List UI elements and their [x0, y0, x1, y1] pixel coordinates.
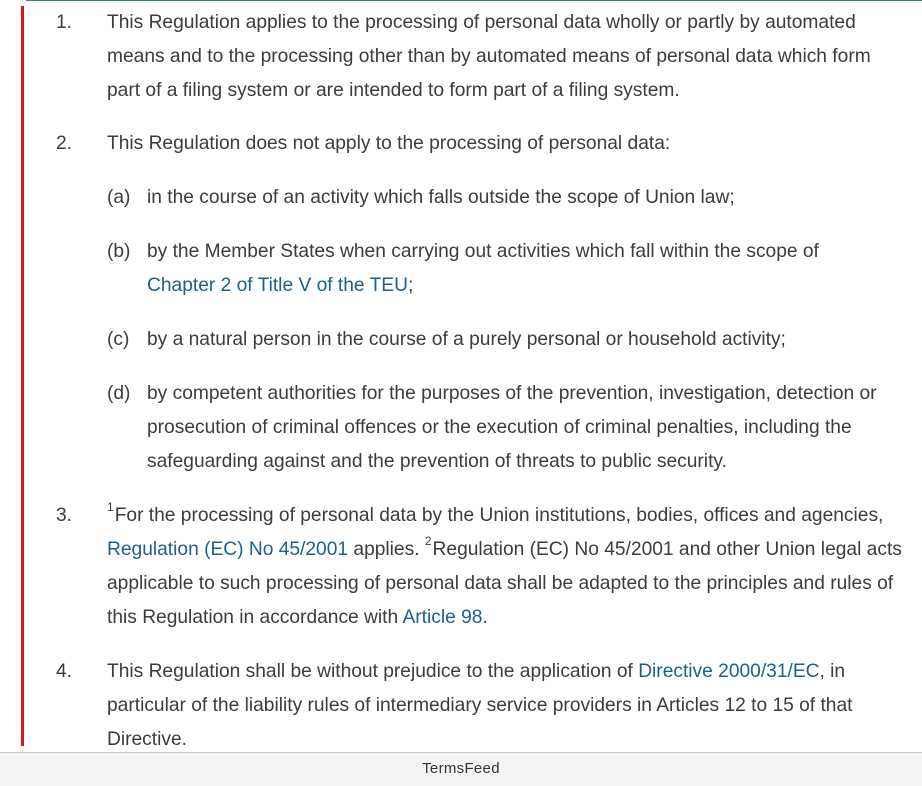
point-a [0, 181, 922, 215]
paragraph-number: 3. [56, 505, 73, 526]
paragraph-2 [0, 127, 922, 479]
paragraph-3 [0, 499, 922, 635]
footer-bar [0, 752, 922, 786]
point-text: by competent authorities for the purposes of the prevention, investigation, detection or prosecution of criminal offences or the execution of criminal penalties, including the safeguarding against and the prevention of threats to public security. [147, 383, 877, 472]
treaty-link[interactable]: Chapter 2 of Title V of the TEU [147, 275, 408, 296]
text-part: Regulation (EC) No 45/2001 and other Union legal acts applicable to such processing of personal data shall be adapted to the principles and rules of this Regulation in accordance with [107, 539, 902, 628]
point-text-part: by the Member States when carrying out activities which fall within the scope of [147, 241, 819, 262]
paragraph-text: This Regulation applies to the processing of personal data wholly or partly by automated means and to the processing other than by automated means of personal data which form part of a filing system or are intended to form part of a filing system. [107, 12, 871, 101]
point-text [147, 235, 907, 303]
text-part: , in particular of the liability rules of intermediary service providers in Articles 12 to 15 of that Directive. [107, 661, 853, 750]
paragraph-1 [0, 6, 922, 106]
text-part: For the processing of personal data by the Union institutions, bodies, offices and agencies, [114, 505, 884, 526]
paragraph-text [107, 499, 907, 635]
point-letter: (c) [107, 329, 130, 350]
article-link[interactable]: Article 98 [402, 607, 483, 628]
point-letter: (b) [107, 241, 131, 262]
point-text: by a natural person in the course of a purely personal or household activity; [147, 329, 786, 350]
point-b [0, 235, 922, 303]
text-part: applies. [348, 539, 425, 560]
point-text: in the course of an activity which falls outside the scope of Union law; [147, 187, 735, 208]
regulation-link[interactable]: Regulation (EC) No 45/2001 [107, 539, 349, 560]
text-part: This Regulation shall be without prejudice to the application of [107, 661, 639, 682]
footnote-marker: 1 [107, 500, 114, 514]
point-letter: (d) [107, 383, 131, 404]
paragraph-text [107, 655, 907, 757]
point-c [0, 323, 922, 357]
brand-name: TermsFeed [422, 760, 500, 777]
paragraph-number: 1. [56, 12, 73, 33]
paragraph-intro: This Regulation does not apply to the processing of personal data: [107, 133, 671, 154]
footnote-marker: 2 [424, 534, 432, 548]
point-letter: (a) [107, 187, 131, 208]
paragraph-number: 4. [56, 661, 73, 682]
article-content [0, 6, 922, 757]
top-divider [26, 0, 922, 1]
point-text-part: ; [407, 275, 414, 296]
directive-link[interactable]: Directive 2000/31/EC [638, 661, 820, 682]
paragraph-4 [0, 655, 922, 757]
paragraph-number: 2. [56, 133, 73, 154]
text-part: . [482, 607, 488, 628]
point-d [0, 377, 922, 479]
